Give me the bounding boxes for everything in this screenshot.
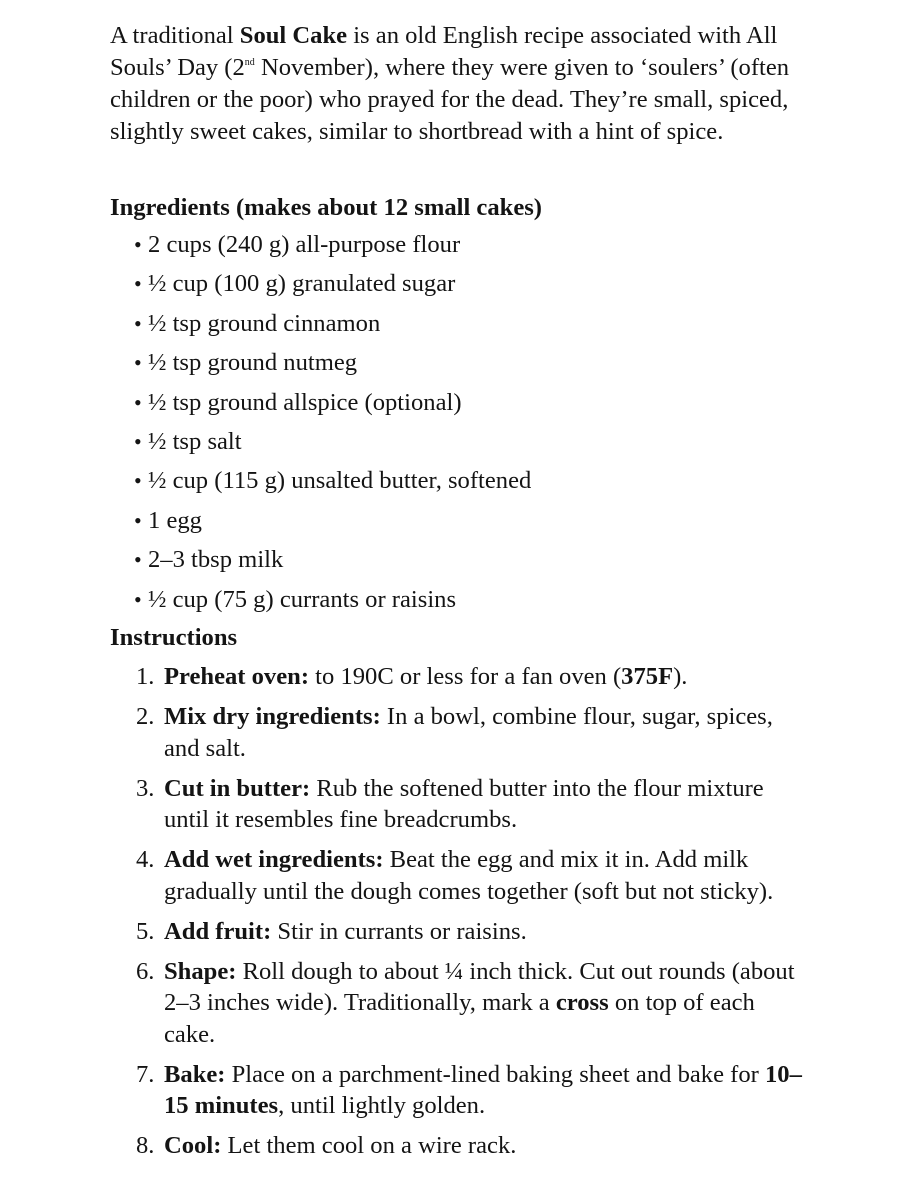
- step-label: Shape:: [164, 957, 237, 985]
- step-number: 5.: [136, 917, 155, 945]
- step-text: Rub the softened butter into the flour mixture until it resembles fine breadcrumbs.: [164, 774, 764, 833]
- ingredient-item: [134, 229, 531, 268]
- step-text: Roll dough to about ¼ inch thick. Cut out rounds (about 2–3 inches wide). Traditionally, mark a: [164, 957, 795, 1016]
- intro-text-2: is an old English recipe associated with All Souls’ Day (2: [110, 22, 778, 81]
- ingredient-item: [134, 544, 531, 583]
- instruction-step: [110, 956, 810, 1051]
- step-label: Mix dry ingredients:: [164, 703, 381, 730]
- ingredient-item: [134, 347, 531, 386]
- instructions-heading: Instructions: [110, 624, 238, 651]
- intro-paragraph: [110, 20, 810, 148]
- instruction-step: [110, 1059, 810, 1122]
- step-text: on top of each cake.: [164, 989, 755, 1048]
- intro-text-3: November), where they were given to ‘soulers’ (often children or the poor) who prayed for the dead. They’re small, spiced, slightly sweet cakes, similar to shortbread with a hint of spice.: [110, 54, 790, 145]
- ingredient-text: ½ cup (100 g) granulated sugar: [148, 270, 456, 298]
- step-label: Preheat oven:: [164, 663, 310, 690]
- bullet-icon: •: [134, 232, 142, 257]
- ingredients-heading: Ingredients (makes about 12 small cakes): [110, 194, 542, 221]
- step-bold-text: 375F: [621, 663, 674, 690]
- step-body: [164, 956, 810, 1051]
- bullet-icon: •: [134, 507, 142, 533]
- bullet-icon: •: [134, 547, 142, 573]
- step-text: ).: [673, 663, 688, 690]
- bullet-icon: •: [134, 586, 142, 612]
- ingredient-text: ½ cup (75 g) currants or raisins: [148, 585, 457, 613]
- step-text: Place on a parchment-lined baking sheet and bake for: [225, 1060, 765, 1088]
- step-text: Stir in currants or raisins.: [271, 917, 527, 945]
- step-label: Add wet ingredients:: [164, 846, 384, 873]
- intro-text-1: A traditional: [110, 22, 240, 49]
- step-text: to 190C or less for a fan oven (: [309, 663, 622, 690]
- step-text: Let them cool on a wire rack.: [221, 1132, 517, 1159]
- step-number: 1.: [136, 663, 155, 690]
- step-number: 7.: [136, 1060, 155, 1088]
- ingredient-item: [134, 268, 531, 307]
- step-body: [164, 661, 810, 693]
- instruction-step: [110, 844, 810, 907]
- step-text: , until lightly golden.: [278, 1092, 486, 1119]
- bullet-icon: •: [134, 271, 142, 297]
- step-body: [164, 844, 810, 907]
- ingredient-item: [134, 505, 531, 544]
- ingredient-item: [134, 426, 531, 465]
- instruction-step: [110, 661, 810, 693]
- step-body: [164, 916, 810, 948]
- bullet-icon: •: [134, 468, 142, 494]
- step-body: [164, 1059, 810, 1122]
- ingredient-item: [134, 308, 531, 347]
- bullet-icon: •: [134, 310, 142, 336]
- step-label: Cut in butter:: [164, 774, 311, 802]
- ingredient-text: 2–3 tbsp milk: [148, 546, 284, 574]
- step-bold-text: cross: [555, 989, 609, 1016]
- step-number: 4.: [136, 846, 155, 873]
- ingredient-item: [134, 465, 531, 504]
- step-number: 2.: [136, 703, 155, 730]
- ingredient-text: ½ tsp salt: [148, 427, 242, 455]
- intro-bold-soul-cake: Soul Cake: [239, 22, 348, 49]
- step-body: [164, 773, 810, 836]
- instruction-step: [110, 773, 810, 836]
- bullet-icon: •: [134, 428, 142, 454]
- bullet-icon: •: [134, 389, 142, 415]
- step-label: Add fruit:: [164, 917, 272, 945]
- step-body: [164, 701, 810, 764]
- ingredient-item: [134, 387, 531, 426]
- instructions-list: [110, 661, 810, 1170]
- instruction-step: [110, 701, 810, 764]
- bullet-icon: •: [134, 350, 142, 376]
- instruction-step: [110, 916, 810, 948]
- ingredient-text: 1 egg: [148, 506, 202, 534]
- ingredient-text: ½ tsp ground nutmeg: [148, 349, 358, 377]
- step-number: 3.: [136, 774, 155, 802]
- step-number: 6.: [136, 957, 155, 985]
- step-label: Cool:: [164, 1132, 222, 1159]
- intro-superscript: nd: [244, 57, 255, 68]
- step-label: Bake:: [164, 1060, 226, 1088]
- ingredient-text: ½ cup (115 g) unsalted butter, softened: [148, 467, 532, 495]
- step-bold-text: 10–15 minutes: [164, 1060, 802, 1119]
- instruction-step: [110, 1130, 810, 1162]
- ingredient-text: 2 cups (240 g) all-purpose flour: [148, 231, 461, 258]
- step-body: [164, 1130, 810, 1162]
- ingredient-text: ½ tsp ground cinnamon: [148, 309, 381, 337]
- ingredient-item: [134, 584, 531, 623]
- step-number: 8.: [136, 1132, 155, 1159]
- step-text: Beat the egg and mix it in. Add milk gradually until the dough comes together (soft but not sticky).: [164, 846, 774, 905]
- step-text: In a bowl, combine flour, sugar, spices, and salt.: [164, 703, 773, 762]
- ingredient-text: ½ tsp ground allspice (optional): [148, 388, 462, 416]
- ingredients-list: [134, 229, 531, 623]
